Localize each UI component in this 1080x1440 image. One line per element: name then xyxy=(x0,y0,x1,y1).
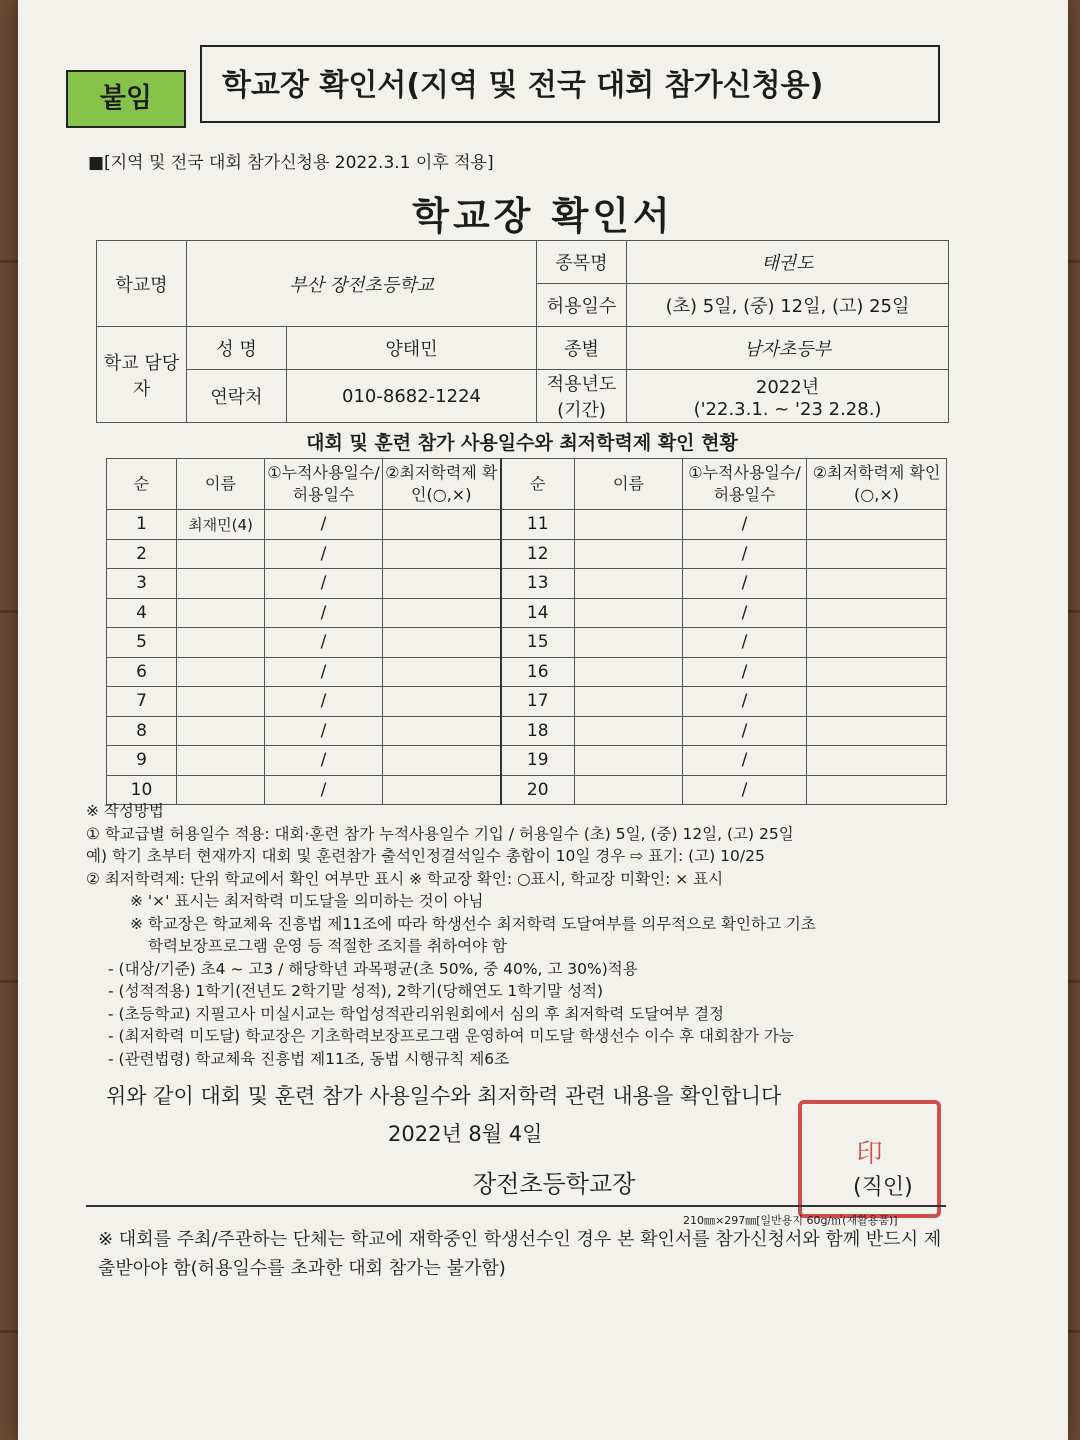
table-row xyxy=(107,539,947,569)
cell-no: 13 xyxy=(501,569,575,599)
cell-no: 10 xyxy=(107,775,177,805)
footer-note: ※ 대회를 주최/주관하는 단체는 학교에 재학중인 학생선수인 경우 본 확인서를 참가신청서와 함께 반드시 제출받아야 함(허용일수를 초과한 대회 참가는 불가함) xyxy=(98,1229,942,1279)
cell-check xyxy=(807,716,947,746)
header-check: ②최저학력제 확인(○,×) xyxy=(807,459,947,510)
cell-name xyxy=(177,628,265,658)
cell-check xyxy=(807,510,947,540)
cell-days: / xyxy=(265,775,383,805)
note-1: ① 학교급별 허용일수 적용: 대회·훈련 참가 누적사용일수 기입 / 허용일수 (초) 5일, (중) 12일, (고) 25일 xyxy=(86,824,794,843)
cell-check xyxy=(807,598,947,628)
usage-table xyxy=(106,458,947,805)
cell-days: / xyxy=(683,628,807,658)
name-label: 성 명 xyxy=(187,327,287,370)
cell-check xyxy=(807,746,947,776)
note-2-b2: 학력보장프로그램 운영 등 적절한 조치를 취하여야 함 xyxy=(148,937,507,955)
header-title: 학교장 확인서(지역 및 전국 대회 참가신청용) xyxy=(200,45,940,123)
header-name: 이름 xyxy=(177,459,265,510)
cell-days: / xyxy=(683,598,807,628)
cell-check xyxy=(383,569,501,599)
cell-days: / xyxy=(683,569,807,599)
sport-value: 태권도 xyxy=(627,241,949,284)
cell-name xyxy=(575,539,683,569)
detail-5: - (관련법령) 학교체육 진흥법 제11조, 동법 시행규칙 제6조 xyxy=(108,1049,510,1068)
header-check: ②최저학력제 확인(○,×) xyxy=(383,459,501,510)
paper-size-note: 210㎜×297㎜[일반용지 60g/㎡(재활용품)] xyxy=(683,1214,898,1227)
header-name: 이름 xyxy=(575,459,683,510)
cell-no: 8 xyxy=(107,716,177,746)
year-value: 2022년 xyxy=(755,376,820,398)
cell-days: / xyxy=(265,628,383,658)
note-2: ② 최저학력제: 단위 학교에서 확인 여부만 표시 ※ 학교장 확인: ○표시, 학교장 미확인: × 표시 xyxy=(86,869,724,888)
contact-label: 연락처 xyxy=(187,370,287,423)
header-days: ①누적사용일수/허용일수 xyxy=(683,459,807,510)
cell-no: 7 xyxy=(107,687,177,717)
header-no: 순 xyxy=(107,459,177,510)
cell-no: 12 xyxy=(501,539,575,569)
cell-check xyxy=(383,657,501,687)
confirmation-text: 위와 같이 대회 및 훈련 참가 사용일수와 최저학력 관련 내용을 확인합니다 xyxy=(106,1084,782,1108)
cell-name xyxy=(177,598,265,628)
cell-no: 17 xyxy=(501,687,575,717)
cell-name xyxy=(177,539,265,569)
cell-no: 16 xyxy=(501,657,575,687)
cell-days: / xyxy=(683,746,807,776)
cell-days: / xyxy=(683,775,807,805)
cell-no: 11 xyxy=(501,510,575,540)
cell-check xyxy=(383,687,501,717)
cell-no: 9 xyxy=(107,746,177,776)
name-value: 양태민 xyxy=(287,327,537,370)
cell-name: 최재민(4) xyxy=(177,510,265,540)
cell-check xyxy=(807,657,947,687)
cell-name xyxy=(177,569,265,599)
cell-no: 15 xyxy=(501,628,575,658)
cell-days: / xyxy=(683,539,807,569)
division-value: 남자초등부 xyxy=(627,327,949,370)
cell-days: / xyxy=(265,657,383,687)
manager-label: 학교 담당자 xyxy=(97,327,187,423)
table-row xyxy=(107,598,947,628)
cell-days: / xyxy=(265,598,383,628)
cell-name xyxy=(575,687,683,717)
cell-name xyxy=(177,657,265,687)
contact-value: 010-8682-1224 xyxy=(287,370,537,423)
table-row xyxy=(107,687,947,717)
cell-check xyxy=(383,598,501,628)
cell-days: / xyxy=(265,539,383,569)
detail-3: - (초등학교) 지필고사 미실시교는 학업성적관리위원회에서 심의 후 최저학력 도달여부 결정 xyxy=(108,1004,725,1023)
confirmation-date: 2022년 8월 4일 xyxy=(388,1122,543,1146)
attachment-tag: 붙임 xyxy=(66,70,186,128)
cell-no: 2 xyxy=(107,539,177,569)
cell-check xyxy=(383,628,501,658)
cell-check xyxy=(807,539,947,569)
cell-name xyxy=(177,746,265,776)
cell-name xyxy=(575,716,683,746)
cell-no: 18 xyxy=(501,716,575,746)
cell-check xyxy=(807,628,947,658)
cell-days: / xyxy=(265,510,383,540)
seal-label: (직인) xyxy=(853,1175,913,1200)
document-title: 학교장 확인서 xyxy=(412,194,674,238)
header-no: 순 xyxy=(501,459,575,510)
allowed-days-label: 허용일수 xyxy=(537,284,627,327)
allowed-days-value: (초) 5일, (중) 12일, (고) 25일 xyxy=(627,284,949,327)
note-1-example: 예) 학기 초부터 현재까지 대회 및 훈련참가 출석인정결석일수 총합이 10일 경우 ⇨ 표기: (고) 10/25 xyxy=(86,847,765,865)
cell-name xyxy=(575,510,683,540)
cell-check xyxy=(807,687,947,717)
table-row xyxy=(107,569,947,599)
notes-heading: ※ 작성방법 xyxy=(86,802,164,820)
division-label: 종별 xyxy=(537,327,627,370)
cell-no: 20 xyxy=(501,775,575,805)
school-value: 부산 장전초등학교 xyxy=(187,241,537,327)
cell-name xyxy=(575,569,683,599)
table-row xyxy=(107,628,947,658)
table-row xyxy=(107,657,947,687)
note-2-b: ※ 학교장은 학교체육 진흥법 제11조에 따라 학생선수 최저학력 도달여부를 의무적으로 확인하고 기초 xyxy=(130,914,816,933)
info-table xyxy=(96,240,949,423)
note-2-a: ※ '×' 표시는 최저학력 미도달을 의미하는 것이 아님 xyxy=(130,892,484,910)
cell-days: / xyxy=(683,657,807,687)
cell-check xyxy=(383,539,501,569)
divider xyxy=(86,1205,946,1207)
cell-days: / xyxy=(265,569,383,599)
cell-days: / xyxy=(265,746,383,776)
cell-name xyxy=(575,657,683,687)
detail-4: - (최저학력 미도달) 학교장은 기초학력보장프로그램 운영하여 미도달 학생선수 이수 후 대회참가 가능 xyxy=(108,1027,794,1045)
school-label: 학교명 xyxy=(97,241,187,327)
cell-days: / xyxy=(683,687,807,717)
cell-no: 4 xyxy=(107,598,177,628)
header-days: ①누적사용일수/허용일수 xyxy=(265,459,383,510)
cell-no: 1 xyxy=(107,510,177,540)
principal-signature: 장전초등학교장 xyxy=(473,1170,636,1198)
cell-days: / xyxy=(265,716,383,746)
table-row xyxy=(107,510,947,540)
cell-days: / xyxy=(683,510,807,540)
table-row xyxy=(107,746,947,776)
sport-label: 종목명 xyxy=(537,241,627,284)
document-paper xyxy=(18,0,1068,1440)
cell-no: 14 xyxy=(501,598,575,628)
cell-days: / xyxy=(683,716,807,746)
cell-no: 6 xyxy=(107,657,177,687)
cell-name xyxy=(177,716,265,746)
cell-check xyxy=(807,569,947,599)
cell-name xyxy=(575,628,683,658)
cell-days: / xyxy=(265,687,383,717)
cell-no: 3 xyxy=(107,569,177,599)
cell-name xyxy=(177,687,265,717)
detail-2: - (성적적용) 1학기(전년도 2학기말 성적), 2학기(당해연도 1학기말 성적) xyxy=(108,982,604,1000)
period-value: ('22.3.1. ~ '23 2.28.) xyxy=(693,398,882,420)
cell-name xyxy=(575,746,683,776)
cell-check xyxy=(383,746,501,776)
year-label: 적용년도 (기간) xyxy=(537,370,627,423)
cell-check xyxy=(383,716,501,746)
official-seal-stamp: 印 xyxy=(798,1100,941,1218)
cell-no: 5 xyxy=(107,628,177,658)
cell-name xyxy=(575,598,683,628)
table-row xyxy=(107,716,947,746)
cell-check xyxy=(383,510,501,540)
instructions xyxy=(86,800,966,1070)
detail-1: - (대상/기준) 초4 ~ 고3 / 해당학년 과목평균(초 50%, 중 40%, 고 30%)적용 xyxy=(108,959,638,978)
cell-no: 19 xyxy=(501,746,575,776)
subheading: ■[지역 및 전국 대회 참가신청용 2022.3.1 이후 적용] xyxy=(88,153,494,173)
year-cell xyxy=(627,370,949,423)
section-title: 대회 및 훈련 참가 사용일수와 최저학력제 확인 현황 xyxy=(306,432,738,454)
